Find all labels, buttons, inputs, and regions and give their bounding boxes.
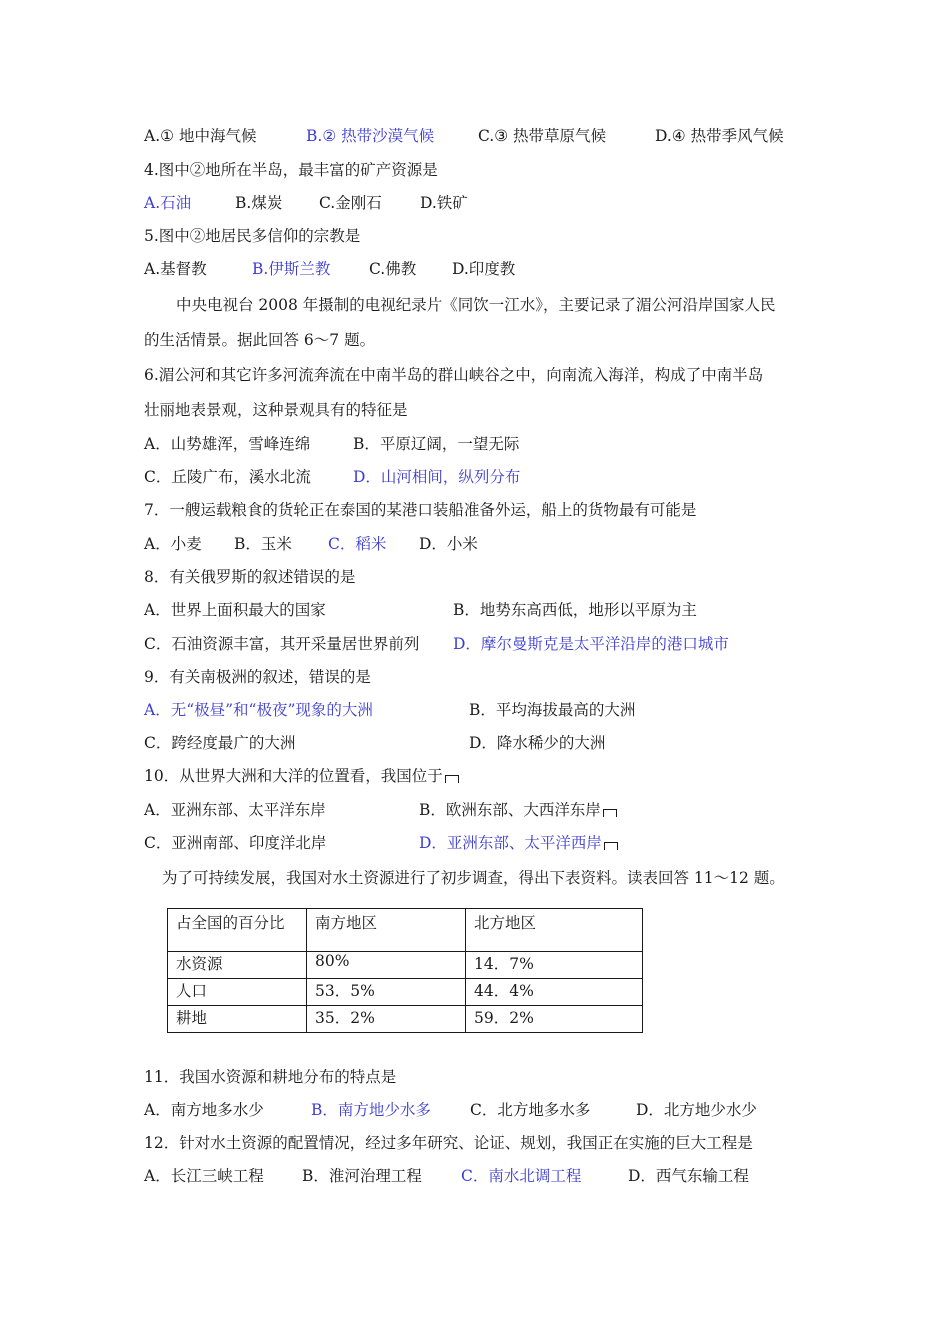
q7-option-a: A．小麦 (144, 535, 202, 553)
q4-option-d: D.铁矿 (420, 194, 468, 212)
q10-option-b-wrap (419, 800, 617, 820)
answer-blank (604, 842, 618, 850)
q7-options (144, 534, 478, 554)
q6-option-d: D．山河相间，纵列分布 (353, 468, 521, 486)
q4-option-a: A.石油 (144, 194, 192, 212)
q8-options-row2 (144, 634, 729, 654)
q5-option-b: B.伊斯兰教 (252, 260, 331, 278)
q4-options (144, 193, 468, 213)
q5-option-a: A.基督教 (144, 260, 207, 278)
q11-options (144, 1100, 757, 1120)
q9-option-c: C．跨经度最广的大洲 (144, 734, 296, 752)
q11-stem: 11．我国水资源和耕地分布的特点是 (144, 1068, 397, 1086)
q10-stem: 10．从世界大洲和大洋的位置看，我国位于 (144, 767, 443, 785)
q10-option-d: D．亚洲东部、太平洋西岸 (419, 834, 602, 852)
q9-option-d: D．降水稀少的大洲 (469, 734, 606, 752)
table-header-cell: 占全国的百分比 (168, 909, 307, 952)
q4-option-b: B.煤炭 (235, 194, 283, 212)
intro-11-12: 为了可持续发展，我国对水土资源进行了初步调查，得出下表资料。读表回答 11～12 题。 (162, 869, 785, 887)
intro-6-7-line1: 中央电视台 2008 年摄制的电视纪录片《同饮一江水》，主要记录了湄公河沿岸国家人民 (176, 296, 776, 314)
water-land-table (167, 908, 643, 1033)
q3-option-d: D.④ 热带季风气候 (655, 127, 784, 145)
q7-stem: 7．一艘运载粮食的货轮正在泰国的某港口装船准备外运，船上的货物最有可能是 (144, 501, 697, 519)
q10-option-c: C．亚洲南部、印度洋北岸 (144, 834, 327, 852)
q10-option-d-wrap (419, 833, 618, 853)
q12-option-a: A．长江三峡工程 (144, 1167, 264, 1185)
q5-stem: 5.图中②地居民多信仰的宗教是 (144, 227, 361, 245)
q8-option-b: B．地势东高西低，地形以平原为主 (453, 601, 697, 619)
q8-option-d: D．摩尔曼斯克是太平洋沿岸的港口城市 (453, 635, 729, 653)
q9-options-row1 (144, 700, 636, 720)
q6-stem-line2: 壮丽地表景观，这种景观具有的特征是 (144, 401, 408, 419)
q3-option-c: C.③ 热带草原气候 (478, 127, 607, 145)
table-cell: 59．2% (466, 1006, 643, 1033)
intro-6-7-line2: 的生活情景。据此回答 6～7 题。 (144, 331, 376, 349)
q11-option-a: A．南方地多水少 (144, 1101, 264, 1119)
q10-options-row1 (144, 800, 601, 820)
q11-option-d: D．北方地少水少 (636, 1101, 757, 1119)
q4-option-c: C.金刚石 (319, 194, 382, 212)
table-cell: 人口 (168, 979, 307, 1006)
q12-option-d: D．西气东输工程 (628, 1167, 749, 1185)
q12-option-c: C．南水北调工程 (461, 1167, 582, 1185)
q10-option-b: B．欧洲东部、大西洋东岸 (419, 801, 601, 819)
q11-option-c: C．北方地多水多 (470, 1101, 591, 1119)
q3-option-b: B.② 热带沙漠气候 (306, 127, 435, 145)
q8-stem: 8．有关俄罗斯的叙述错误的是 (144, 568, 356, 586)
table-cell: 80% (307, 952, 466, 979)
q8-option-c: C．石油资源丰富，其开采量居世界前列 (144, 635, 420, 653)
q9-stem: 9．有关南极洲的叙述，错误的是 (144, 668, 371, 686)
q11-option-b: B．南方地少水多 (311, 1101, 431, 1119)
q9-option-a: A．无“极昼”和“极夜”现象的大洲 (144, 701, 373, 719)
table-header-row (168, 909, 643, 952)
q6-option-b: B．平原辽阔，一望无际 (353, 435, 520, 453)
q7-option-d: D．小米 (419, 535, 478, 553)
q7-option-b: B．玉米 (234, 535, 292, 553)
q9-option-b: B．平均海拔最高的大洲 (469, 701, 636, 719)
table-cell: 14．7% (466, 952, 643, 979)
table-row (168, 952, 643, 979)
q5-option-d: D.印度教 (452, 260, 516, 278)
q7-option-c: C．稻米 (328, 535, 387, 553)
answer-blank (603, 809, 617, 817)
q6-option-a: A．山势雄浑，雪峰连绵 (144, 435, 311, 453)
q6-option-c: C．丘陵广布，溪水北流 (144, 468, 311, 486)
q10-option-a: A．亚洲东部、太平洋东岸 (144, 801, 326, 819)
q12-options (144, 1166, 749, 1186)
q12-stem: 12．针对水土资源的配置情况，经过多年研究、论证、规划，我国正在实施的巨大工程是 (144, 1134, 753, 1152)
table-cell: 耕地 (168, 1006, 307, 1033)
q12-option-b: B．淮河治理工程 (302, 1167, 422, 1185)
table-header-cell: 北方地区 (466, 909, 643, 952)
q10-stem-row (144, 766, 459, 786)
answer-blank (445, 775, 459, 783)
q5-option-c: C.佛教 (369, 260, 417, 278)
q5-options (144, 259, 516, 279)
q6-stem-line1: 6.湄公河和其它许多河流奔流在中南半岛的群山峡谷之中，向南流入海洋，构成了中南半岛 (144, 366, 764, 384)
table-row (168, 1006, 643, 1033)
q10-options-row2 (144, 833, 602, 853)
q6-options-row1 (144, 434, 520, 454)
q4-stem: 4.图中②地所在半岛，最丰富的矿产资源是 (144, 161, 438, 179)
q6-options-row2 (144, 467, 521, 487)
table-cell: 44．4% (466, 979, 643, 1006)
q3-options (144, 126, 784, 146)
table-cell: 35．2% (307, 1006, 466, 1033)
q9-options-row2 (144, 733, 606, 753)
table-header-cell: 南方地区 (307, 909, 466, 952)
table-cell: 水资源 (168, 952, 307, 979)
q8-options-row1 (144, 600, 697, 620)
table-cell: 53．5% (307, 979, 466, 1006)
q8-option-a: A．世界上面积最大的国家 (144, 601, 326, 619)
q3-option-a: A.① 地中海气候 (144, 127, 257, 145)
table-row (168, 979, 643, 1006)
